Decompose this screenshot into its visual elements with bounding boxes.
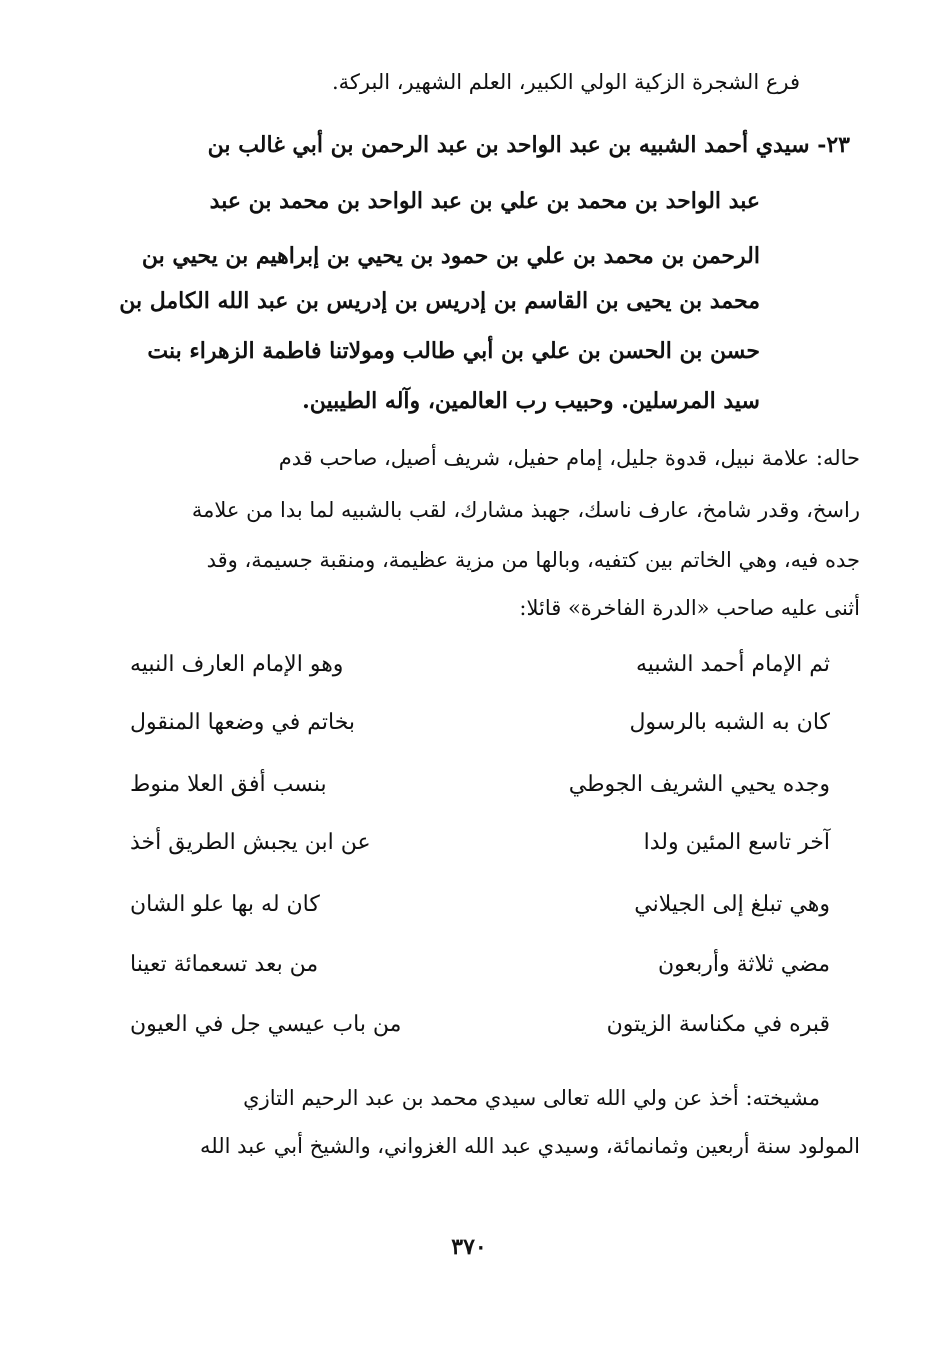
entry-line: حسن بن الحسن بن علي بن أبي طالب ومولاتنا فاطمة الزهراء بنت: [147, 338, 760, 364]
masheekha-line: المولود سنة أربعين وثمانمائة، وسيدي عبد الله الغزواني، والشيخ أبي عبد الله: [200, 1134, 860, 1158]
poem-second-hemistich: من بعد تسعمائة تعينا: [130, 952, 319, 977]
poem-verse: [130, 952, 830, 992]
description-line: أثنى عليه صاحب «الدرة الفاخرة» قائلا:: [519, 596, 860, 620]
poem-second-hemistich: بنسب أفق العلا منوط: [130, 772, 327, 797]
description-line: حاله: علامة نبيل، قدوة جليل، إمام حفيل، شريف أصيل، صاحب قدم: [278, 446, 860, 470]
entry-line: عبد الواحد بن محمد بن علي بن عبد الواحد بن محمد بن عبد: [209, 188, 760, 214]
entry-line: سيد المرسلين. وحبيب رب العالمين، وآله الطيبين.: [302, 388, 760, 414]
poem-second-hemistich: كان له بها علو الشان: [130, 892, 320, 917]
page-number: ٣٧٠: [451, 1234, 487, 1260]
description-line: جده فيه، وهي الخاتم بين كتفيه، وبالها من مزية عظيمة، ومنقبة جسيمة، وقد: [206, 548, 860, 572]
intro-line: فرع الشجرة الزكية الولي الكبير، العلم الشهير، البركة.: [332, 70, 800, 94]
poem-second-hemistich: من باب عيسي جل في العيون: [130, 1012, 402, 1037]
poem-verse: [130, 710, 830, 750]
poem-verse: [130, 652, 830, 692]
poem-first-hemistich: وجده يحيي الشريف الجوطي: [568, 772, 830, 797]
poem-verse: [130, 830, 830, 870]
poem-verse: [130, 1012, 830, 1052]
poem-second-hemistich: عن ابن يجبش الطريق أخذ: [130, 830, 371, 855]
description-line: راسخ، وقدر شامخ، عارف ناسك، جهبذ مشارك، لقب بالشبيه لما بدا من علامة: [191, 498, 860, 522]
poem-first-hemistich: مضي ثلاثة وأربعون: [658, 952, 830, 977]
poem-first-hemistich: آخر تاسع المئين ولدا: [643, 830, 830, 855]
poem-second-hemistich: وهو الإمام العارف النبيه: [130, 652, 344, 677]
poem-first-hemistich: كان به الشبه بالرسول: [629, 710, 830, 735]
poem-verse: [130, 892, 830, 932]
poem-first-hemistich: وهي تبلغ إلى الجيلاني: [634, 892, 830, 917]
entry-line: محمد بن يحيى بن القاسم بن إدريس بن إدريس بن عبد الله الكامل بن: [119, 288, 760, 314]
entry-line: ٢٣- سيدي أحمد الشبيه بن عبد الواحد بن عبد الرحمن بن أبي غالب بن: [207, 132, 850, 158]
poem-first-hemistich: قبره في مكناسة الزيتون: [606, 1012, 830, 1037]
masheekha-line: مشيخته: أخذ عن ولي الله تعالى سيدي محمد بن عبد الرحيم التازي: [243, 1086, 820, 1110]
poem-second-hemistich: بخاتم في وضعها المنقول: [130, 710, 356, 735]
entry-line: الرحمن بن محمد بن علي بن حمود بن يحيي بن إبراهيم بن يحيي بن: [141, 243, 760, 269]
poem-verse: [130, 772, 830, 812]
poem-first-hemistich: ثم الإمام أحمد الشبيه: [635, 652, 830, 677]
